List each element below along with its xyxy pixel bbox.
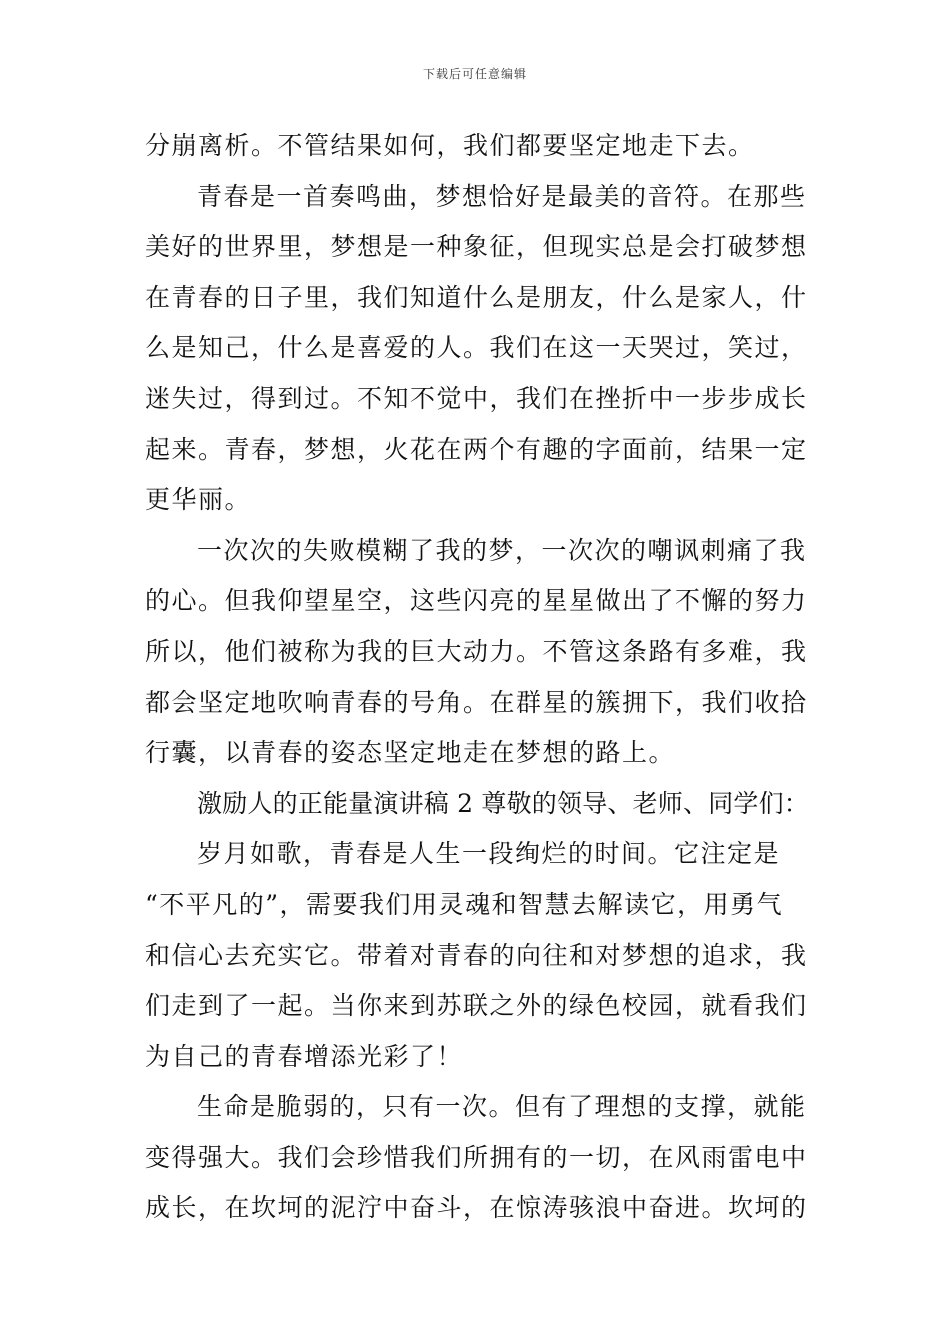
- text-line: 美好的世界里，梦想是一种象征，但现实总是会打破梦想: [145, 232, 808, 262]
- text-line: 和信心去充实它。带着对青春的向往和对梦想的追求，我: [145, 940, 808, 970]
- paragraph-start-line: 一次次的失败模糊了我的梦，一次次的嘲讽刺痛了我: [197, 535, 807, 565]
- text-line: “不平凡的”，需要我们用灵魂和智慧去解读它，用勇气: [145, 889, 784, 919]
- paragraph-start-line: 岁月如歌，青春是人生一段绚烂的时间。它注定是: [197, 839, 781, 869]
- text-line: 所以，他们被称为我的巨大动力。不管这条路有多难，我: [145, 636, 808, 666]
- text-line: 起来。青春，梦想，火花在两个有趣的字面前，结果一定: [145, 434, 808, 464]
- text-line: 成长，在坎坷的泥泞中奋斗，在惊涛骇浪中奋进。坎坷的: [145, 1193, 808, 1223]
- text-line: 变得强大。我们会珍惜我们所拥有的一切，在风雨雷电中: [145, 1142, 808, 1172]
- page-header: 下载后可任意编辑: [422, 67, 527, 81]
- text-line: 的心。但我仰望星空，这些闪亮的星星做出了不懈的努力: [145, 586, 808, 616]
- text-line: 迷失过，得到过。不知不觉中，我们在挫折中一步步成长: [145, 383, 808, 413]
- text-line: 们走到了一起。当你来到苏联之外的绿色校园，就看我们: [145, 991, 808, 1021]
- paragraph-start-line: 生命是脆弱的，只有一次。但有了理想的支撑，就能: [197, 1092, 807, 1122]
- text-line: 为自己的青春增添光彩了！: [145, 1041, 464, 1071]
- text-line: 行囊，以青春的姿态坚定地走在梦想的路上。: [145, 738, 676, 768]
- text-line: 更华丽。: [145, 485, 252, 515]
- document-body: [145, 121, 810, 1234]
- speech-title-line: 激励人的正能量演讲稿 2 尊敬的领导、老师、同学们：: [197, 788, 810, 818]
- text-line: 都会坚定地吹响青春的号角。在群星的簇拥下，我们收拾: [145, 687, 808, 717]
- text-line: 在青春的日子里，我们知道什么是朋友，什么是家人，什: [145, 282, 808, 312]
- paragraph-start-line: 青春是一首奏鸣曲，梦想恰好是最美的音符。在那些: [197, 181, 807, 211]
- text-line: 么是知己，什么是喜爱的人。我们在这一天哭过，笑过，: [145, 333, 808, 363]
- text-line: 分崩离析。不管结果如何，我们都要坚定地走下去。: [145, 131, 755, 160]
